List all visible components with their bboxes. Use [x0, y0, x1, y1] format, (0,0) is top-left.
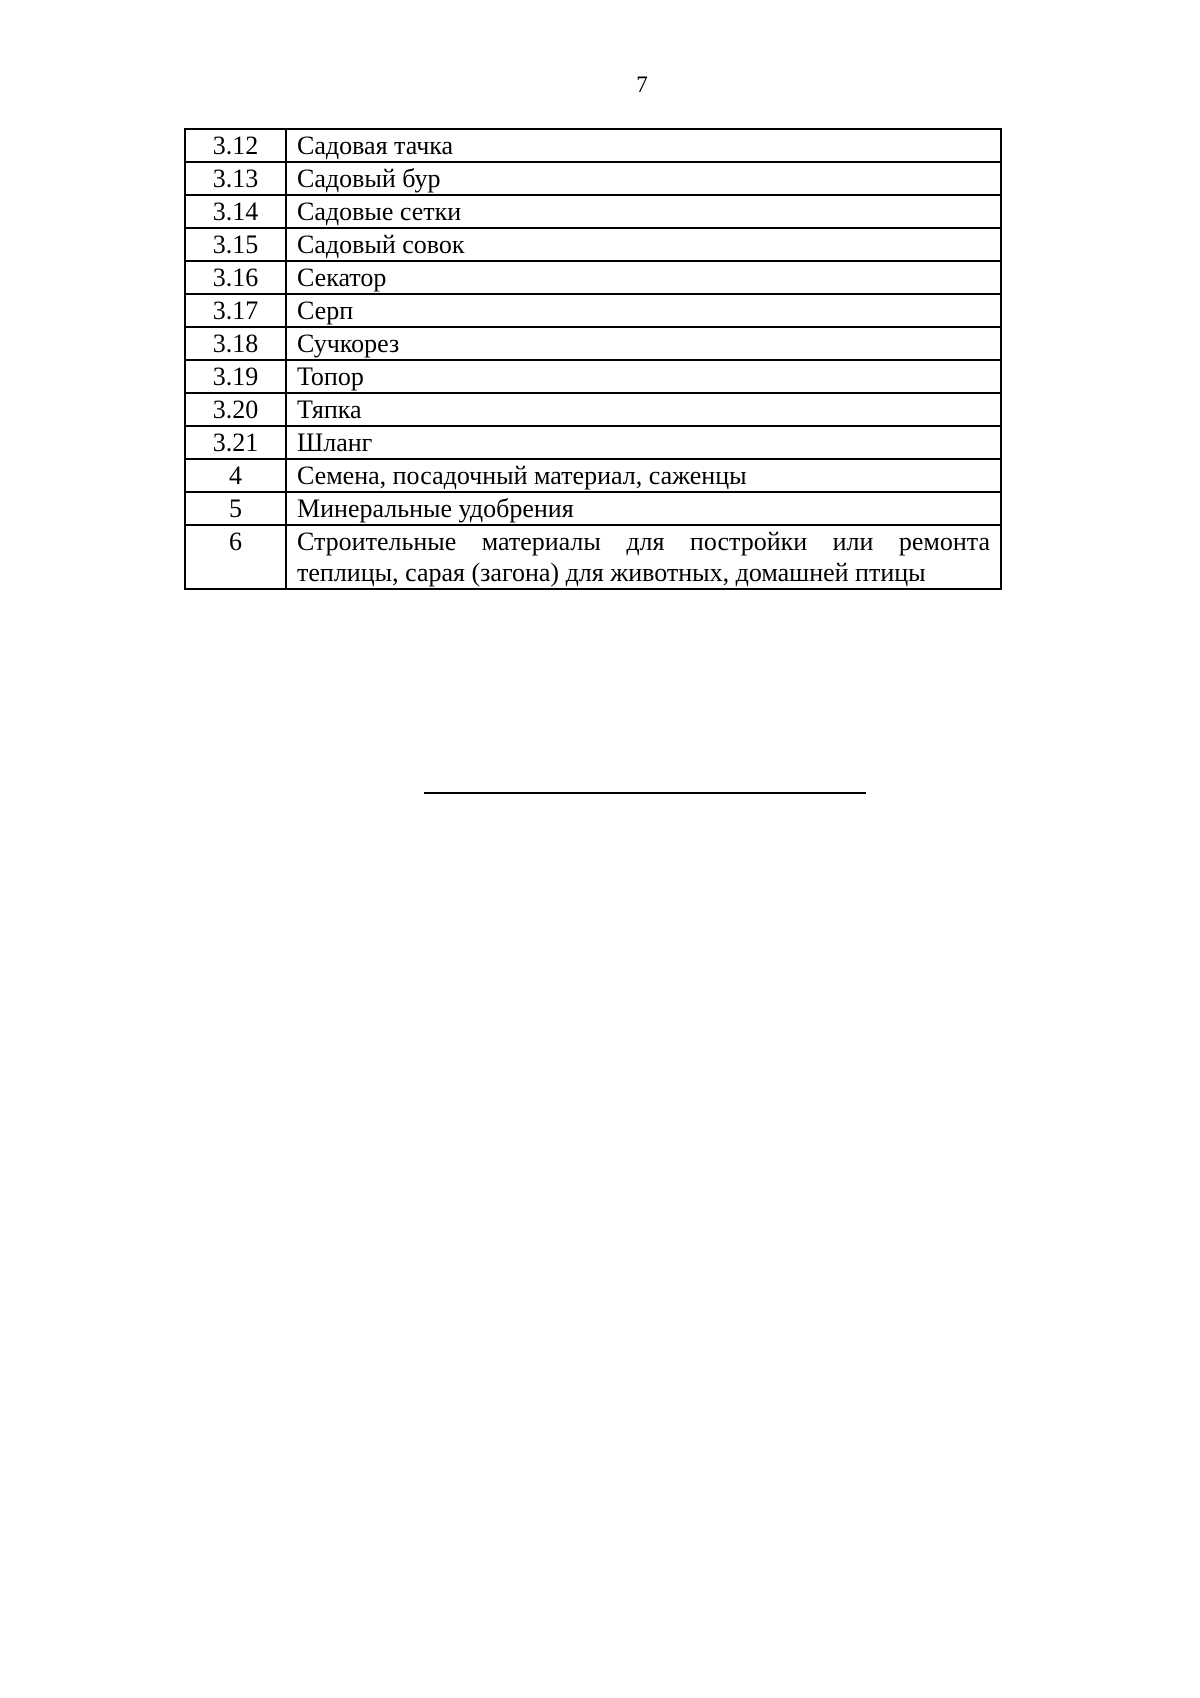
row-description: Семена, посадочный материал, саженцы [286, 459, 1001, 492]
row-description: Минеральные удобрения [286, 492, 1001, 525]
row-number: 3.17 [185, 294, 286, 327]
row-number: 5 [185, 492, 286, 525]
table-row [185, 129, 1001, 162]
table-row [185, 327, 1001, 360]
row-description: Топор [286, 360, 1001, 393]
table-row [185, 228, 1001, 261]
row-description: Шланг [286, 426, 1001, 459]
items-table [184, 128, 1002, 590]
page-number: 7 [636, 72, 648, 97]
row-number: 3.15 [185, 228, 286, 261]
row-number: 3.18 [185, 327, 286, 360]
row-description: Тяпка [286, 393, 1001, 426]
row-number: 3.19 [185, 360, 286, 393]
table-row [185, 294, 1001, 327]
table-row [185, 360, 1001, 393]
row-description: Садовый бур [286, 162, 1001, 195]
row-number: 3.20 [185, 393, 286, 426]
table-row [185, 195, 1001, 228]
table-row [185, 459, 1001, 492]
row-number: 4 [185, 459, 286, 492]
table-row [185, 261, 1001, 294]
row-description: Садовый совок [286, 228, 1001, 261]
row-number: 3.12 [185, 129, 286, 162]
row-description: Серп [286, 294, 1001, 327]
row-description: Строительные материалы для постройки или ремонта теплицы, сарая (загона) для животных, домашней птицы [286, 525, 1001, 589]
table-row [185, 393, 1001, 426]
row-number: 3.13 [185, 162, 286, 195]
table-row [185, 426, 1001, 459]
row-number: 3.21 [185, 426, 286, 459]
row-number: 3.14 [185, 195, 286, 228]
row-number: 6 [185, 525, 286, 589]
row-description: Секатор [286, 261, 1001, 294]
table-row [185, 525, 1001, 589]
table-row [185, 492, 1001, 525]
row-number: 3.16 [185, 261, 286, 294]
row-description: Сучкорез [286, 327, 1001, 360]
row-description: Садовая тачка [286, 129, 1001, 162]
end-of-document-line [424, 792, 866, 794]
table-row [185, 162, 1001, 195]
row-description: Садовые сетки [286, 195, 1001, 228]
